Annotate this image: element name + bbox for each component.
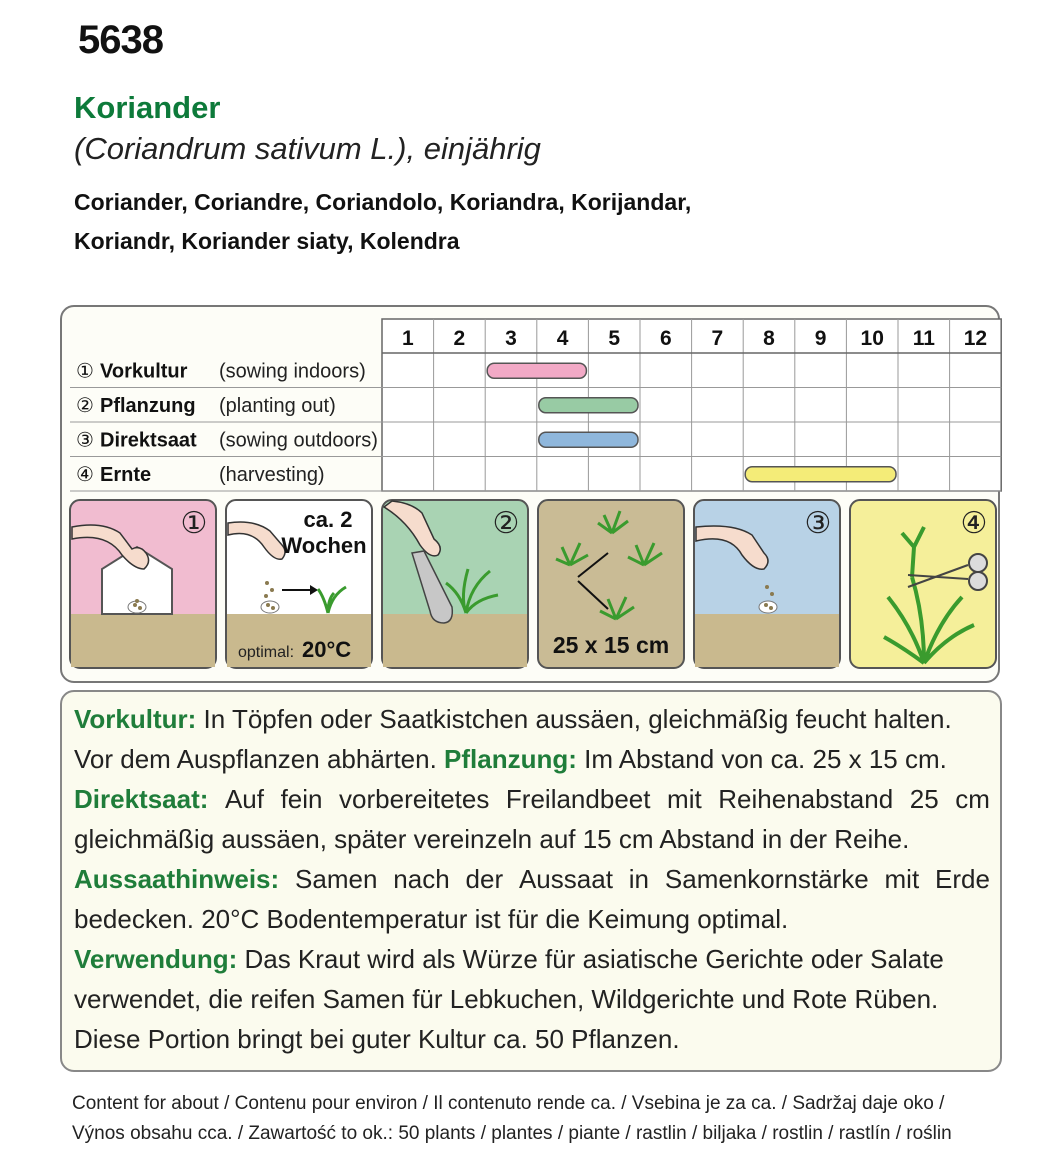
month-label: 11 xyxy=(912,327,935,350)
direktsaat-label: Direktsaat: xyxy=(74,784,209,814)
content-note-line-1: Content for about / Contenu pour environ / Il contenuto rende ca. / Vsebina je za ca. / Sadržaj daje oko / xyxy=(72,1093,945,1114)
month-label: 7 xyxy=(711,327,724,350)
step-4-badge: ④ xyxy=(960,507,988,540)
panel-sowing-indoors xyxy=(70,500,216,668)
vorkultur-label: Vorkultur: xyxy=(74,704,197,734)
month-label: 4 xyxy=(556,327,569,350)
month-label: 10 xyxy=(860,327,884,350)
cultivation-info xyxy=(60,690,1002,1072)
germination-duration-line-2: Wochen xyxy=(281,533,367,558)
info-line-5: Aussaathinweis: Samen nach der Aussaat in Samenkornstärke mit Erde xyxy=(74,864,990,894)
month-label: 1 xyxy=(401,327,414,350)
row-label: Direktsaat xyxy=(100,429,197,452)
row-english-label: (planting out) xyxy=(219,394,336,417)
month-label: 8 xyxy=(763,327,775,350)
row-label: Vorkultur xyxy=(100,360,188,383)
panel-spacing xyxy=(538,500,684,668)
step-1-badge: ① xyxy=(180,507,208,540)
soil-area xyxy=(383,614,527,667)
row-number: ② xyxy=(76,394,94,417)
content-note-line-2: Výnos obsahu cca. / Zawartość to ok.: 50 plants / plantes / piante / rastlin / biljaka / rostlin / rastlín / roślin xyxy=(72,1123,952,1144)
calendar-row-labels xyxy=(76,360,378,486)
row-english-label: (sowing outdoors) xyxy=(219,429,378,452)
period-bar xyxy=(539,398,638,413)
article-number: 5638 xyxy=(78,18,163,62)
product-title: Koriander xyxy=(74,90,221,125)
month-label: 2 xyxy=(453,327,466,350)
month-label: 3 xyxy=(505,327,517,350)
period-bar xyxy=(487,363,586,378)
row-label: Pflanzung xyxy=(100,394,196,417)
info-line-2: Vor dem Auspflanzen abhärten. Pflanzung: Im Abstand von ca. 25 x 15 cm. xyxy=(74,744,947,774)
info-line-4: gleichmäßig aussäen, später vereinzeln auf 15 cm Abstand in der Reihe. xyxy=(74,824,910,854)
translated-names-line-2: Koriandr, Koriander siaty, Kolendra xyxy=(74,228,460,254)
month-label: 5 xyxy=(608,327,621,350)
info-line-7: Verwendung: Das Kraut wird als Würze für asiatische Gerichte oder Salate xyxy=(74,944,944,974)
latin-name: (Coriandrum sativum L.), einjährig xyxy=(74,131,541,166)
germination-duration-line-1: ca. 2 xyxy=(303,507,353,532)
soil-area xyxy=(695,614,839,667)
translated-names-line-1: Coriander, Coriandre, Coriandolo, Koriandra, Korijandar, xyxy=(74,189,692,215)
info-line-1: Vorkultur: In Töpfen oder Saatkistchen aussäen, gleichmäßig feucht halten. xyxy=(74,704,952,734)
row-number: ① xyxy=(76,360,94,383)
info-line-8: verwendet, die reifen Samen für Lebkuchen, Wildgerichte und Rote Rüben. xyxy=(74,984,939,1014)
period-bar xyxy=(539,432,638,447)
plant-spacing: 25 x 15 cm xyxy=(552,632,670,658)
panel-sowing-outdoors xyxy=(694,500,840,668)
period-bar xyxy=(745,467,896,482)
panel-planting-out xyxy=(382,500,528,668)
step-2-badge: ② xyxy=(492,507,520,540)
row-label: Ernte xyxy=(100,463,152,486)
step-3-badge: ③ xyxy=(804,507,832,540)
calendar-graphic xyxy=(62,307,1002,685)
month-label: 12 xyxy=(963,327,988,350)
row-english-label: (harvesting) xyxy=(219,463,325,486)
info-line-6: bedecken. 20°C Bodentemperatur ist für die Keimung optimal. xyxy=(74,904,789,934)
info-line-9: Diese Portion bringt bei guter Kultur ca. 50 Pflanzen. xyxy=(74,1024,680,1054)
optimal-temperature: 20°C xyxy=(302,637,352,662)
row-number: ③ xyxy=(76,429,94,452)
calendar-grid xyxy=(70,319,1001,491)
aussaathinweis-label: Aussaathinweis: xyxy=(74,864,280,894)
panel-germination xyxy=(226,500,372,668)
month-label: 9 xyxy=(814,327,827,350)
panel-harvesting xyxy=(850,500,996,668)
pflanzung-label: Pflanzung: xyxy=(444,744,577,774)
optimal-label: optimal: xyxy=(238,644,295,661)
illustration-panels xyxy=(70,500,996,668)
verwendung-label: Verwendung: xyxy=(74,944,238,974)
info-line-3: Direktsaat: Auf fein vorbereitetes Freilandbeet mit Reihenabstand 25 cm xyxy=(74,784,990,814)
month-label: 6 xyxy=(659,327,672,350)
row-number: ④ xyxy=(76,463,94,486)
sowing-calendar xyxy=(60,305,1000,683)
row-english-label: (sowing indoors) xyxy=(219,360,366,383)
soil-area xyxy=(71,614,215,667)
